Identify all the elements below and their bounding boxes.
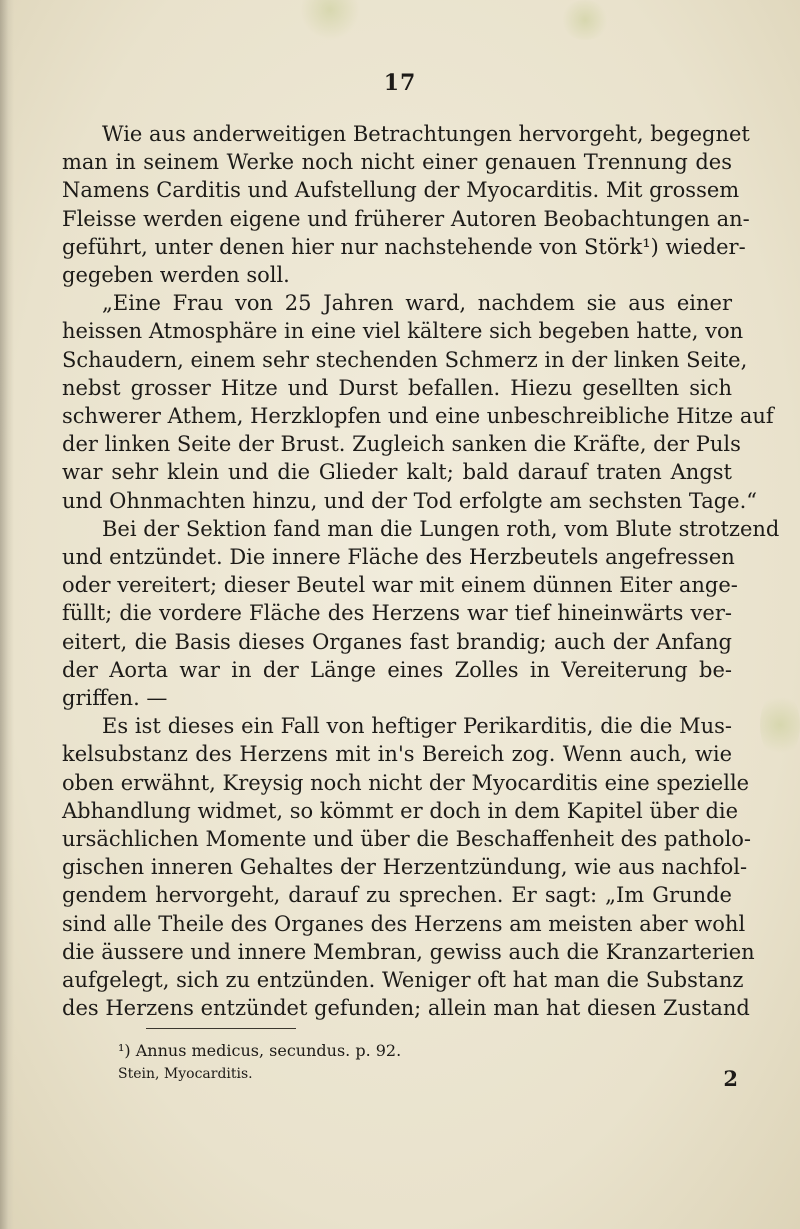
text-line: oben erwähnt, Kreysig noch nicht der Myocarditis eine spezielle [62, 770, 750, 795]
text-line: kelsubstanz des Herzens mit in's Bereich zog. Wenn auch, wie [62, 742, 732, 767]
text-line: gegeben werden soll. [62, 263, 290, 288]
text-line: der Aorta war in der Länge eines Zolles in Vereiterung be- [62, 657, 732, 682]
text-line: Fleisse werden eigene und früherer Autoren Beobachtungen an- [62, 206, 750, 231]
text-line: eitert, die Basis dieses Organes fast brandig; auch der Anfang [62, 629, 732, 654]
text-line: man in seinem Werke noch nicht einer genauen Trennung des [62, 150, 732, 175]
signature-number: 2 [723, 1066, 738, 1091]
text-line: Schaudern, einem sehr stechenden Schmerz in der linken Seite, [62, 347, 748, 372]
text-line: ursächlichen Momente und über die Beschaffenheit des patholo- [62, 827, 752, 852]
text-line: „Eine Frau von 25 Jahren ward, nachdem sie aus einer [102, 291, 732, 316]
text-line: Bei der Sektion fand man die Lungen roth, vom Blute strotzend [102, 516, 780, 541]
binding-shadow [0, 0, 14, 1229]
paper-stain [760, 690, 800, 760]
text-line: sind alle Theile des Organes des Herzens am meisten aber wohl [62, 911, 746, 936]
text-line: heissen Atmosphäre in eine viel kältere sich begeben hatte, von [62, 319, 744, 344]
paper-stain [300, 0, 360, 40]
text-line: Wie aus anderweitigen Betrachtungen hervorgeht, begegnet [102, 122, 750, 146]
text-line: nebst grosser Hitze und Durst befallen. Hiezu gesellten sich [62, 375, 732, 400]
text-line: gischen inneren Gehaltes der Herzentzündung, wie aus nachfol- [62, 855, 748, 880]
text-line: geführt, unter denen hier nur nachstehende von Störk¹) wieder- [62, 234, 746, 259]
footnote-rule [146, 1028, 296, 1029]
footnote: ¹) Annus medicus, secundus. p. 92. [118, 1041, 402, 1060]
text-line: griffen. — [62, 686, 168, 711]
text-line: der linken Seite der Brust. Zugleich sanken die Kräfte, der Puls [62, 432, 741, 457]
page-number: 17 [383, 70, 417, 96]
text-line: gendem hervorgeht, darauf zu sprechen. Er sagt: „Im Grunde [62, 883, 732, 908]
text-line: und entzündet. Die innere Fläche des Herzbeutels angefressen [62, 545, 735, 570]
text-line: war sehr klein und die Glieder kalt; bald darauf traten Angst [62, 460, 732, 485]
page-footer [118, 1066, 738, 1091]
text-line: Es ist dieses ein Fall von heftiger Perikarditis, die die Mus- [102, 714, 732, 739]
body-text [62, 120, 780, 1023]
text-line: des Herzens entzündet gefunden; allein man hat diesen Zustand [62, 996, 750, 1021]
text-line: Namens Carditis und Aufstellung der Myocarditis. Mit grossem [62, 178, 740, 203]
text-line: füllt; die vordere Fläche des Herzens war tief hineinwärts ver- [62, 601, 732, 626]
text-line: oder vereitert; dieser Beutel war mit einem dünnen Eiter ange- [62, 573, 738, 598]
paper-stain [560, 0, 610, 40]
footer-author-title: Stein, Myocarditis. [118, 1066, 253, 1082]
text-line: Abhandlung widmet, so kömmt er doch in dem Kapitel über die [62, 798, 739, 823]
text-line: aufgelegt, sich zu entzünden. Weniger oft hat man die Substanz [62, 968, 744, 993]
text-line: die äussere und innere Membran, gewiss auch die Kranzarterien [62, 939, 755, 964]
text-line: schwerer Athem, Herzklopfen und eine unbeschreibliche Hitze auf [62, 404, 774, 429]
text-line: und Ohnmachten hinzu, und der Tod erfolgte am sechsten Tage.“ [62, 488, 758, 513]
